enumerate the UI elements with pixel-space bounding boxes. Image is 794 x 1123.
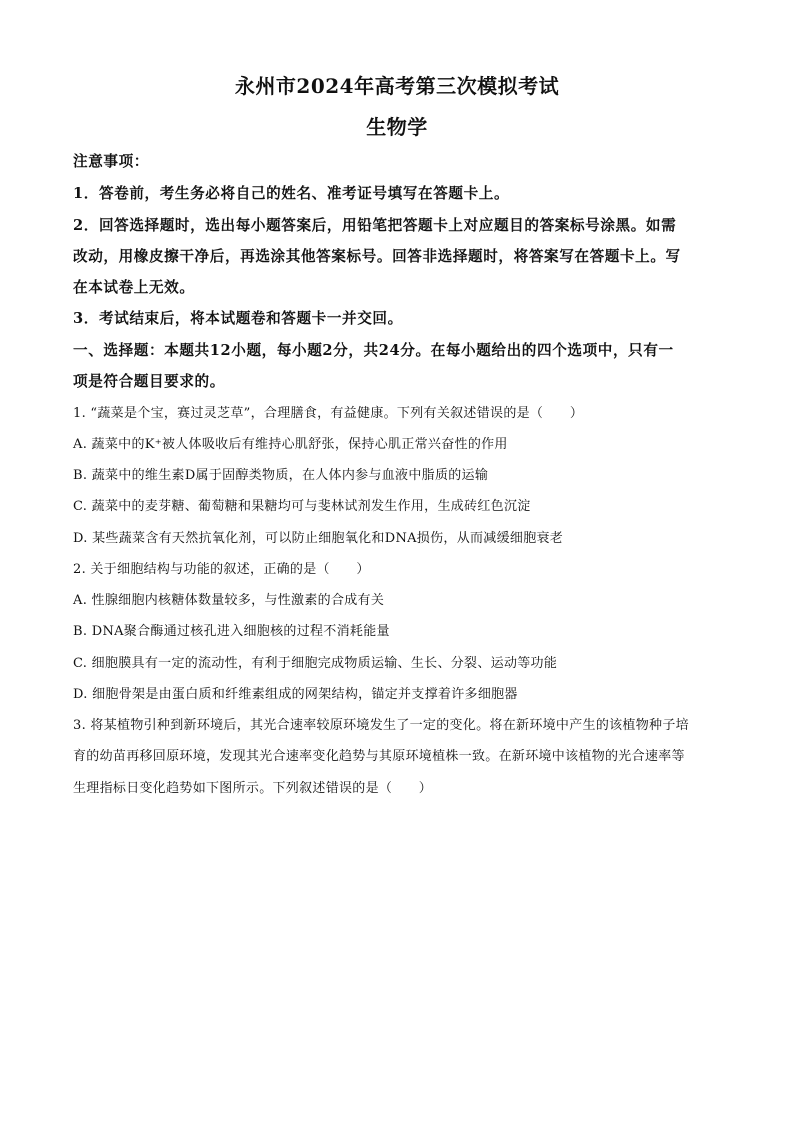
section-heading-line-2: 项是符合题目要求的。 [73, 373, 225, 390]
note-item-2-line-1: 2．回答选择题时，选出每小题答案后，用铅笔把答题卡上对应题目的答案标号涂黑。如需 [73, 217, 677, 234]
note-item-2-line-2: 改动，用橡皮擦干净后，再选涂其他答案标号。回答非选择题时，将答案写在答题卡上。写 [73, 248, 681, 265]
question-3-stem-line-3: 生理指标日变化趋势如下图所示。下列叙述错误的是（ ） [73, 781, 433, 796]
note-item-1: 1．答卷前，考生务必将自己的姓名、准考证号填写在答题卡上。 [73, 185, 510, 202]
exam-title: 永州市2024年高考第三次模拟考试 [234, 74, 560, 98]
question-1-option-d: D. 某些蔬菜含有天然抗氧化剂，可以防止细胞氧化和DNA损伤，从而减缓细胞衰老 [73, 531, 564, 546]
question-1-stem: 1. “蔬菜是个宝，赛过灵芝草”，合理膳食，有益健康。下列有关叙述错误的是（ ） [73, 406, 584, 421]
notes-heading: 注意事项： [73, 153, 149, 170]
question-2-option-c: C. 细胞膜具有一定的流动性，有利于细胞完成物质运输、生长、分裂、运动等功能 [73, 656, 558, 671]
question-3-stem-line-1: 3. 将某植物引种到新环境后，其光合速率较原环境发生了一定的变化。将在新环境中产生的该植物种子培 [73, 718, 689, 733]
note-item-3: 3．考试结束后，将本试题卷和答题卡一并交回。 [73, 310, 403, 327]
question-2-option-d: D. 细胞骨架是由蛋白质和纤维素组成的网架结构，锚定并支撑着许多细胞器 [73, 687, 518, 702]
question-1-option-a: A. 蔬菜中的K⁺被人体吸收后有维持心肌舒张，保持心肌正常兴奋性的作用 [73, 437, 508, 452]
question-1-option-b: B. 蔬菜中的维生素D属于固醇类物质，在人体内参与血液中脂质的运输 [73, 468, 489, 483]
question-1-option-c: C. 蔬菜中的麦芽糖、葡萄糖和果糖均可与斐林试剂发生作用，生成砖红色沉淀 [73, 499, 531, 514]
question-2-stem: 2. 关于细胞结构与功能的叙述，正确的是（ ） [73, 562, 370, 577]
question-2-option-b: B. DNA聚合酶通过核孔进入细胞核的过程不消耗能量 [73, 624, 390, 639]
section-heading-line-1: 一、选择题：本题共12小题，每小题2分，共24分。在每小题给出的四个选项中，只有一 [73, 342, 674, 359]
question-3-stem-line-2: 育的幼苗再移回原环境，发现其光合速率变化趋势与其原环境植株一致。在新环境中该植物的光合速率等 [73, 749, 685, 764]
question-2-option-a: A. 性腺细胞内核糖体数量较多，与性激素的合成有关 [73, 593, 385, 608]
note-item-2-line-3: 在本试卷上无效。 [73, 279, 195, 296]
subject-title: 生物学 [366, 115, 428, 139]
